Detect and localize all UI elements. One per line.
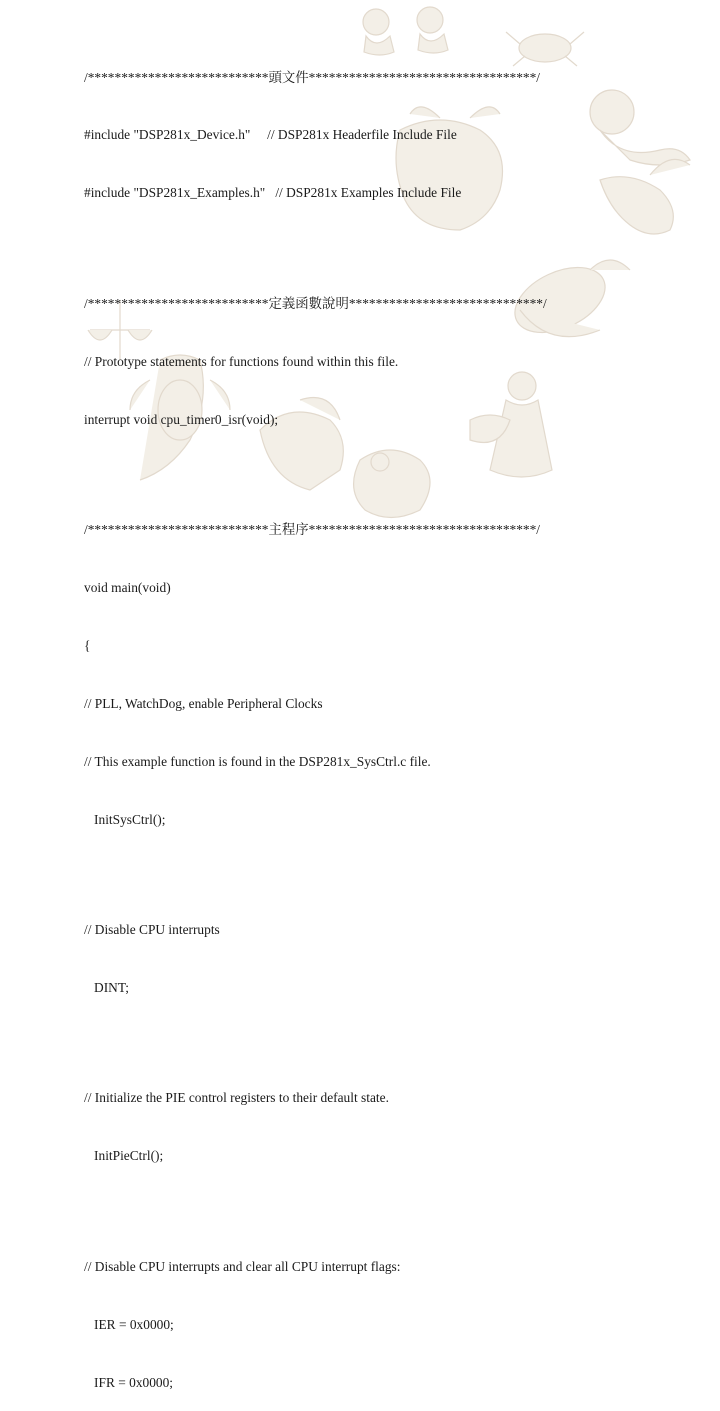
init-pie-comment: // Initialize the PIE control registers to their default state. (84, 1090, 389, 1106)
prototype-comment: // Prototype statements for functions found within this file. (84, 353, 399, 369)
blank-line (84, 241, 694, 255)
isr-prototype-line: interrupt void cpu_timer0_isr(void); (84, 411, 279, 427)
ier-line: IER = 0x0000; (84, 1316, 174, 1332)
blank-line (84, 867, 694, 881)
ifr-line: IFR = 0x0000; (84, 1374, 174, 1390)
open-brace-line: { (84, 637, 91, 653)
function-declaration-comment: /***************************定義函數說明*****************************/ (84, 295, 547, 311)
pll-comment: // PLL, WatchDog, enable Peripheral Clocks (84, 695, 323, 711)
include-examples-line: #include "DSP281x_Examples.h" // DSP281x Examples Include File (84, 185, 462, 201)
dint-line: DINT; (84, 979, 130, 995)
init-pie-line: InitPieCtrl(); (84, 1148, 164, 1164)
init-sysctrl-line: InitSysCtrl(); (84, 811, 166, 827)
sysctrl-comment: // This example function is found in the DSP281x_SysCtrl.c file. (84, 753, 431, 769)
header-files-comment: /***************************頭文件**********************************/ (84, 69, 541, 85)
main-program-comment: /***************************主程序**********************************/ (84, 522, 541, 538)
main-signature-line: void main(void) (84, 580, 171, 596)
blank-line (84, 468, 694, 482)
include-device-line: #include "DSP281x_Device.h" // DSP281x Headerfile Include File (84, 127, 457, 143)
blank-line (84, 1036, 694, 1050)
clear-flags-comment: // Disable CPU interrupts and clear all CPU interrupt flags: (84, 1258, 401, 1274)
blank-line (84, 1204, 694, 1218)
source-code-listing (84, 29, 694, 1411)
disable-interrupts-comment: // Disable CPU interrupts (84, 922, 220, 938)
